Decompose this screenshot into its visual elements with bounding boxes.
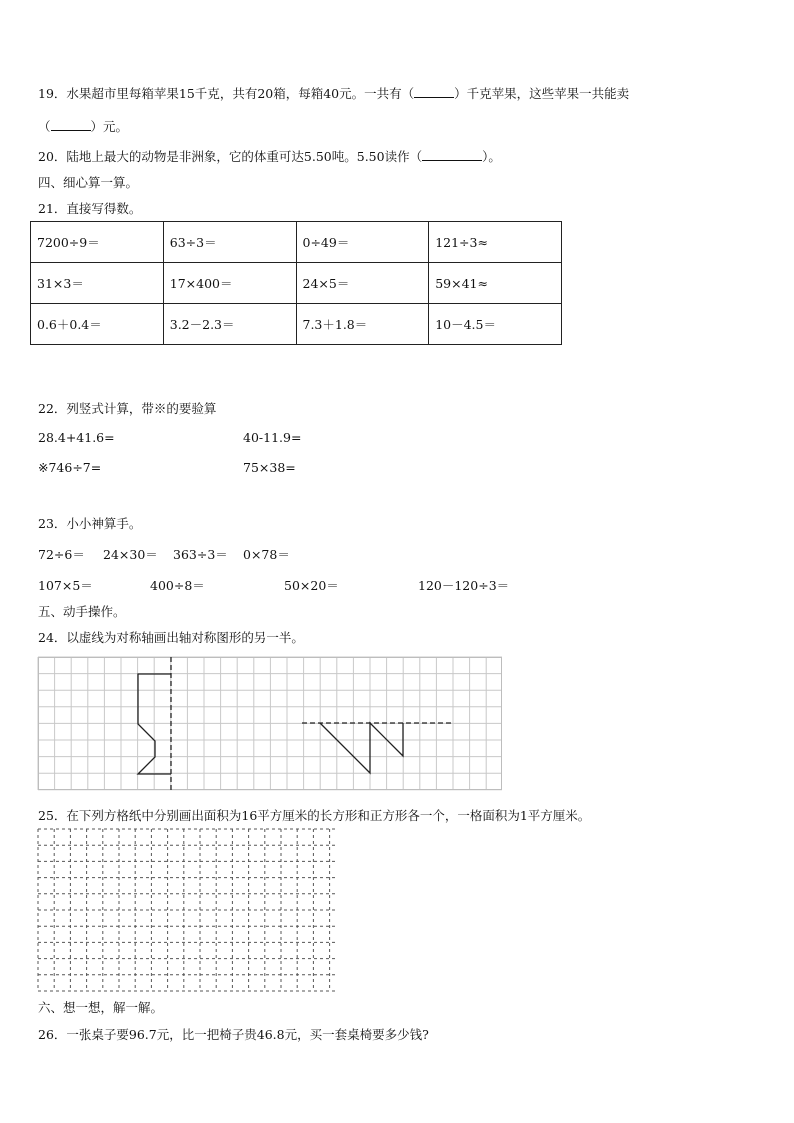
table-cell[interactable]: 121÷3≈ — [429, 222, 562, 263]
table-cell[interactable]: 17×400＝ — [163, 263, 296, 304]
calc-item[interactable]: 50×20＝ — [284, 578, 339, 593]
question-22-title: 22．列竖式计算，带※的要验算 — [38, 401, 217, 416]
answer-blank[interactable] — [414, 85, 454, 98]
calc-item[interactable]: 400÷8＝ — [150, 578, 205, 593]
area-grid[interactable] — [38, 829, 338, 991]
calc-item[interactable]: 24×30＝ — [103, 547, 158, 562]
vertical-calc-item[interactable]: 40-11.9= — [243, 430, 302, 445]
table-cell[interactable]: 63÷3＝ — [163, 222, 296, 263]
calc-item[interactable]: 0×78＝ — [243, 547, 290, 562]
question-text: 水果超市里每箱苹果15千克，共有20箱，每箱40元。一共有（ — [66, 86, 415, 101]
question-text: ）。 — [482, 149, 501, 164]
question-text: ）元。 — [90, 119, 129, 134]
question-19 — [38, 84, 629, 102]
calc-item[interactable]: 120－120÷3＝ — [418, 578, 510, 593]
question-20 — [38, 147, 501, 165]
question-number: 19． — [38, 86, 67, 101]
calc-item[interactable]: 107×5＝ — [38, 578, 93, 593]
question-24-title: 24．以虚线为对称轴画出轴对称图形的另一半。 — [38, 630, 304, 645]
section-heading-6: 六、想一想，解一解。 — [38, 1000, 164, 1015]
mental-math-table — [30, 221, 562, 345]
question-26-title: 26．一张桌子要96.7元，比一把椅子贵46.8元，买一套桌椅要多少钱? — [38, 1027, 429, 1042]
table-row — [31, 222, 562, 263]
table-cell[interactable]: 7.3＋1.8＝ — [296, 304, 429, 345]
calc-item[interactable]: 363÷3＝ — [173, 547, 228, 562]
table-cell[interactable]: 31×3＝ — [31, 263, 164, 304]
question-23-title: 23．小小神算手。 — [38, 516, 142, 531]
table-cell[interactable]: 7200÷9＝ — [31, 222, 164, 263]
table-cell[interactable]: 0.6＋0.4＝ — [31, 304, 164, 345]
table-cell[interactable]: 59×41≈ — [429, 263, 562, 304]
question-text: ）千克苹果，这些苹果一共能卖 — [454, 86, 630, 101]
question-25-title: 25．在下列方格纸中分别画出面积为16平方厘米的长方形和正方形各一个，一格面积为1平方厘米。 — [38, 808, 591, 823]
table-cell[interactable]: 24×5＝ — [296, 263, 429, 304]
table-cell[interactable]: 3.2－2.3＝ — [163, 304, 296, 345]
half-figure-right — [320, 723, 403, 773]
table-row — [31, 263, 562, 304]
section-heading-5: 五、动手操作。 — [38, 604, 126, 619]
question-number: 20． — [38, 149, 67, 164]
question-text: （ — [38, 119, 51, 134]
answer-blank[interactable] — [422, 148, 482, 161]
table-cell[interactable]: 0÷49＝ — [296, 222, 429, 263]
dashed-grid-lines — [38, 829, 338, 991]
symmetry-grid[interactable] — [38, 657, 502, 790]
answer-blank[interactable] — [51, 118, 91, 131]
question-19-continued — [38, 117, 128, 135]
section-heading-4: 四、细心算一算。 — [38, 175, 139, 190]
vertical-calc-item[interactable]: 28.4+41.6= — [38, 430, 115, 445]
calc-item[interactable]: 72÷6＝ — [38, 547, 85, 562]
question-text: 陆地上最大的动物是非洲象，它的体重可达5.50吨。5.50读作（ — [66, 149, 423, 164]
vertical-calc-item[interactable]: ※746÷7= — [38, 460, 102, 475]
table-cell[interactable]: 10－4.5＝ — [429, 304, 562, 345]
question-21-title: 21．直接写得数。 — [38, 201, 142, 216]
table-row — [31, 304, 562, 345]
vertical-calc-item[interactable]: 75×38= — [243, 460, 296, 475]
